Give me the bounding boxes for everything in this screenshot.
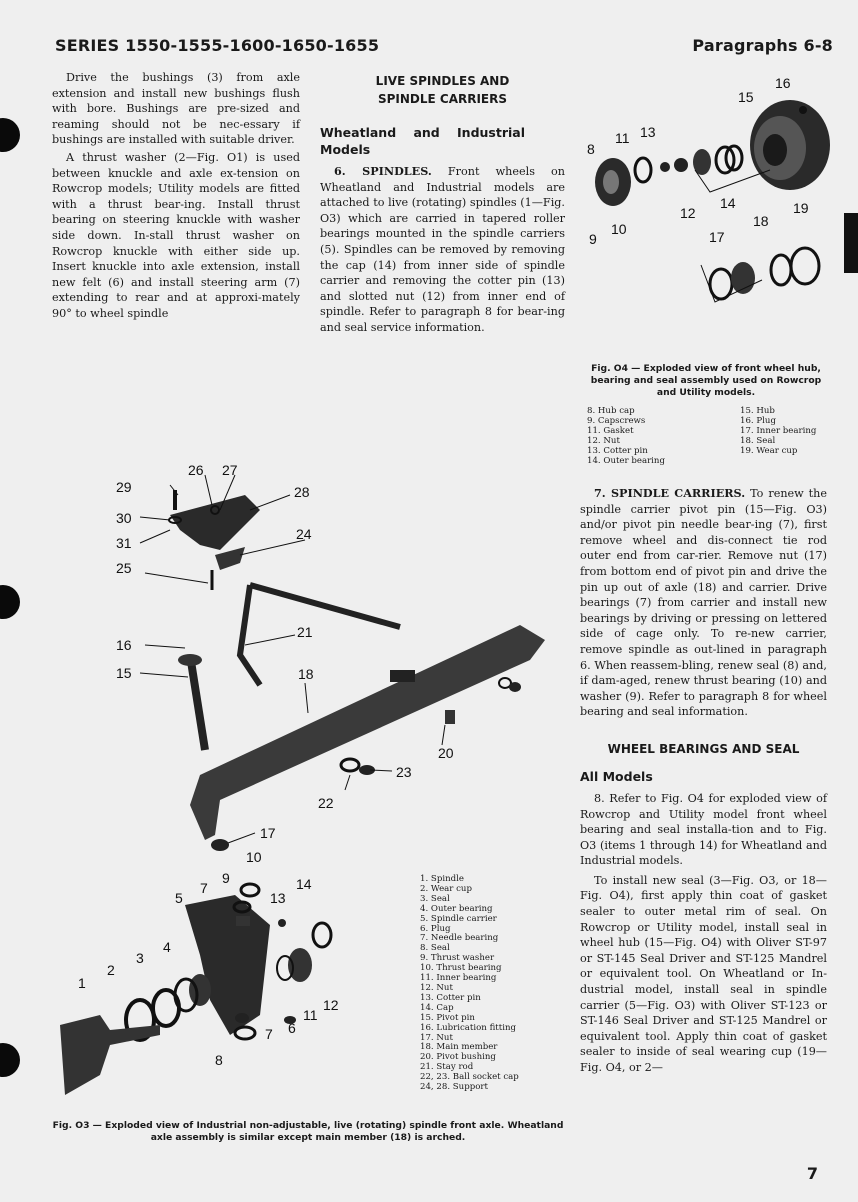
subsection-heading: Wheatland and Industrial Models <box>320 125 525 157</box>
legend-item: 18. Seal <box>740 435 776 446</box>
legend-item: 19. Wear cup <box>740 445 798 456</box>
legend-item: 17. Nut <box>420 1032 453 1043</box>
cotter-pin-13 <box>278 919 286 927</box>
svg-text:1: 1 <box>78 975 86 991</box>
paragraph <box>320 164 565 336</box>
legend-item: 15. Pivot pin <box>420 1012 475 1023</box>
legend-item: 9. Capscrews <box>587 415 646 426</box>
run-in-heading: 7. SPINDLE CARRIERS. <box>594 486 746 500</box>
paragraph: A thrust washer (2—Fig. O1) is used between knuckle and axle ex-tension on Rowcrop models; Utility models are fitted with a thrust bear-ing. Install thrust bearing on steering knuckle with washer side down. In-stall thrust washer on Rowcrop knuckle with either side up. Insert knuckle into axle extension, install new felt (6) and install steering arm (7) extending to rear and at approxi-mately 90° to wheel spindle <box>52 150 300 320</box>
column-2 <box>320 72 565 336</box>
legend-item: 6. Plug <box>420 923 451 934</box>
svg-text:10: 10 <box>246 849 262 865</box>
legend-item: 20. Pivot bushing <box>420 1052 496 1063</box>
gasket-11 <box>635 158 651 182</box>
svg-text:17: 17 <box>709 229 725 245</box>
svg-text:7: 7 <box>200 880 208 896</box>
legend-item: 13. Cotter pin <box>587 445 648 456</box>
edge-tab <box>844 213 858 273</box>
svg-text:29: 29 <box>116 479 132 495</box>
figure-o4-legend-left <box>587 407 665 466</box>
needle-bearing-7 <box>236 916 250 926</box>
legend-item: 14. Cap <box>420 1002 454 1013</box>
svg-text:9: 9 <box>222 870 230 886</box>
svg-text:5: 5 <box>175 890 183 906</box>
section-heading: LIVE SPINDLES AND SPINDLE CARRIERS <box>375 74 510 106</box>
inner-bearing-11 <box>288 948 312 982</box>
figure-o3-legend <box>420 875 519 1093</box>
legend-item: 24, 28. Support <box>420 1082 488 1093</box>
legend-item: 1. Spindle <box>420 874 464 884</box>
svg-text:22: 22 <box>318 795 334 811</box>
cotter-pin-13 <box>660 162 670 172</box>
run-in-heading: 6. SPINDLES. <box>334 164 432 178</box>
column-1 <box>52 70 300 322</box>
wear-cup-19 <box>791 248 819 284</box>
legend-item: 16. Plug <box>740 415 776 426</box>
svg-text:30: 30 <box>116 510 132 526</box>
figure-o4-diagram <box>575 70 840 370</box>
stay-rod-21 <box>240 585 260 685</box>
seal-3 <box>153 990 179 1026</box>
svg-text:16: 16 <box>775 75 791 91</box>
legend-item: 7. Needle bearing <box>420 933 499 944</box>
ball-socket-cap-22 <box>341 759 359 771</box>
svg-text:11: 11 <box>303 1007 318 1023</box>
paragraph <box>580 486 827 720</box>
binder-hole <box>0 118 20 152</box>
binder-hole <box>0 585 20 619</box>
svg-text:12: 12 <box>323 997 339 1013</box>
svg-text:14: 14 <box>720 195 736 211</box>
svg-text:12: 12 <box>680 205 696 221</box>
legend-item: 22, 23. Ball socket cap <box>420 1072 519 1083</box>
paragraph: To install new seal (3—Fig. O3, or 18—Fig. O4), first apply thin coat of gasket sealer to outer metal rim of seal. On Rowcrop or Utility model, install seal in wheel hub (15—Fig. O4) with Oliver ST-97 or ST-145 Seal Driver and ST-125 Mandrel or equivalent tool. On Wheatland or In-dustrial model, install seal in spindle carrier (5—Fig. O3) with Oliver ST-123 or ST-146 Seal Driver and ST-125 Mandrel or equivalent tool. Apply thin coat of gasket sealer to inside of seal wearing cup (19—Fig. O4, or 2— <box>580 873 827 1074</box>
svg-text:8: 8 <box>587 141 595 157</box>
legend-item: 11. Gasket <box>587 425 634 436</box>
paragraph-text: Front wheels on Wheatland and Industrial models are attached to live (rotating) spindles (1—Fig. O3) which are carried in tapered roller bearings mounted in the spindle carriers (5). Spindles can be removed by removing the cap (14) from inner side of spindle carrier and removing the cotter pin (13) and slotted nut (12) from inner end of spindle. Refer to paragraph 8 for bear-ing and seal service information. <box>320 165 566 334</box>
svg-text:2: 2 <box>107 962 115 978</box>
svg-text:13: 13 <box>640 124 656 140</box>
svg-text:3: 3 <box>136 950 144 966</box>
legend-item: 4. Outer bearing <box>420 903 493 914</box>
svg-text:20: 20 <box>438 745 454 761</box>
svg-text:23: 23 <box>396 764 412 780</box>
svg-text:16: 16 <box>116 637 132 653</box>
subsection-heading: All Models <box>580 768 653 784</box>
figure-o3-caption: Fig. O3 — Exploded view of Industrial non-adjustable, live (rotating) spindle front axle. Wheatland axle assembly is similar except main member (18) is arched. <box>52 1120 564 1143</box>
svg-text:11: 11 <box>615 130 630 146</box>
paragraph: 8. Refer to Fig. O4 for exploded view of Rowcrop and Utility model front wheel bearing and seal installa-tion and to Fig. O3 (items 1 through 14) for Wheatland and Industrial models. <box>580 791 827 868</box>
legend-item: 3. Seal <box>420 893 450 904</box>
pivot-pin-15 <box>190 655 205 750</box>
svg-text:27: 27 <box>222 462 238 478</box>
svg-text:28: 28 <box>294 484 310 500</box>
legend-item: 9. Thrust washer <box>420 953 495 964</box>
svg-text:15: 15 <box>738 89 754 105</box>
svg-text:8: 8 <box>215 1052 223 1068</box>
hub-15 <box>750 100 830 190</box>
svg-text:10: 10 <box>611 221 627 237</box>
support-28 <box>170 495 260 550</box>
svg-text:18: 18 <box>753 213 769 229</box>
page-number: 7 <box>806 1164 818 1183</box>
outer-bearing-4 <box>189 974 211 1006</box>
legend-item: 21. Stay rod <box>420 1062 474 1073</box>
inner-bearing-17 <box>710 269 732 299</box>
thrust-bearing-10 <box>241 884 259 896</box>
legend-item: 2. Wear cup <box>420 883 472 894</box>
figure-o4-caption: Fig. O4 — Exploded view of front wheel hub, bearing and seal assembly used on Rowcrop and Utility models. <box>590 363 822 398</box>
svg-text:15: 15 <box>116 665 132 681</box>
figure-o4-legend-right <box>740 407 816 457</box>
running-header-paragraphs: Paragraphs 6-8 <box>692 36 833 55</box>
legend-item: 8. Seal <box>420 943 450 954</box>
hub-cap-8 <box>595 158 631 206</box>
svg-text:21: 21 <box>297 624 313 640</box>
svg-text:6: 6 <box>288 1020 296 1036</box>
section-heading: WHEEL BEARINGS AND SEAL <box>607 741 800 756</box>
svg-text:9: 9 <box>589 231 597 247</box>
svg-text:7: 7 <box>265 1026 273 1042</box>
svg-text:19: 19 <box>793 200 809 216</box>
legend-item: 12. Nut <box>587 435 620 446</box>
pivot-bushing-20 <box>445 710 455 724</box>
svg-text:13: 13 <box>270 890 286 906</box>
svg-text:14: 14 <box>296 876 312 892</box>
legend-item: 8. Hub cap <box>587 406 635 416</box>
paragraph-text: To renew the spindle carrier pivot pin (15—Fig. O3) and/or pivot pin needle bear-ing (7), first remove wheel and dis-connect tie rod outer end from car-rier. Remove nut (17) from bottom end of pivot pin and drive the pin up out of axle (18) and carrier. Drive bearings (7) from carrier and install new bearings by driving or pressing on lettered side of cage only. To re-new carrier, remove spindle as out-lined in paragraph 6. When reassem-bling, renew seal (8) and, if dam-aged, renew thrust bearing (10) and washer (9). Refer to paragraph 8 for wheel bearing and seal information. <box>580 487 827 719</box>
paragraph: Drive the bushings (3) from axle extension and install new bushings flush with bore. Bushings are pre-sized and reaming should not be nec-essary if bushings are installed with suitable driver. <box>52 71 300 147</box>
legend-item: 13. Cotter pin <box>420 992 481 1003</box>
legend-item: 10. Thrust bearing <box>420 963 502 974</box>
svg-text:26: 26 <box>188 462 204 478</box>
support-24 <box>215 547 245 570</box>
cap-14 <box>313 923 331 947</box>
nut-17 <box>211 839 229 851</box>
nut-12 <box>674 158 688 172</box>
binder-hole <box>0 1043 20 1077</box>
spindle-carrier-5 <box>185 895 270 1035</box>
svg-text:17: 17 <box>260 825 276 841</box>
legend-item: 12. Nut <box>420 982 453 993</box>
plug-16 <box>799 106 807 114</box>
svg-text:24: 24 <box>296 526 312 542</box>
svg-text:25: 25 <box>116 560 132 576</box>
legend-item: 16. Lubrication fitting <box>420 1022 516 1033</box>
legend-item: 17. Inner bearing <box>740 425 817 436</box>
legend-item: 5. Spindle carrier <box>420 913 497 924</box>
legend-item: 11. Inner bearing <box>420 973 497 984</box>
svg-text:4: 4 <box>163 939 171 955</box>
legend-item: 18. Main member <box>420 1042 498 1053</box>
seal-8 <box>235 1027 255 1039</box>
svg-text:18: 18 <box>298 666 314 682</box>
svg-text:31: 31 <box>116 535 132 551</box>
running-header-series: SERIES 1550-1555-1600-1650-1655 <box>55 36 380 55</box>
spindle-1 <box>60 1015 160 1095</box>
legend-item: 14. Outer bearing <box>587 455 665 466</box>
seal-18 <box>771 255 791 285</box>
column-3 <box>580 486 827 1076</box>
legend-item: 15. Hub <box>740 406 775 416</box>
